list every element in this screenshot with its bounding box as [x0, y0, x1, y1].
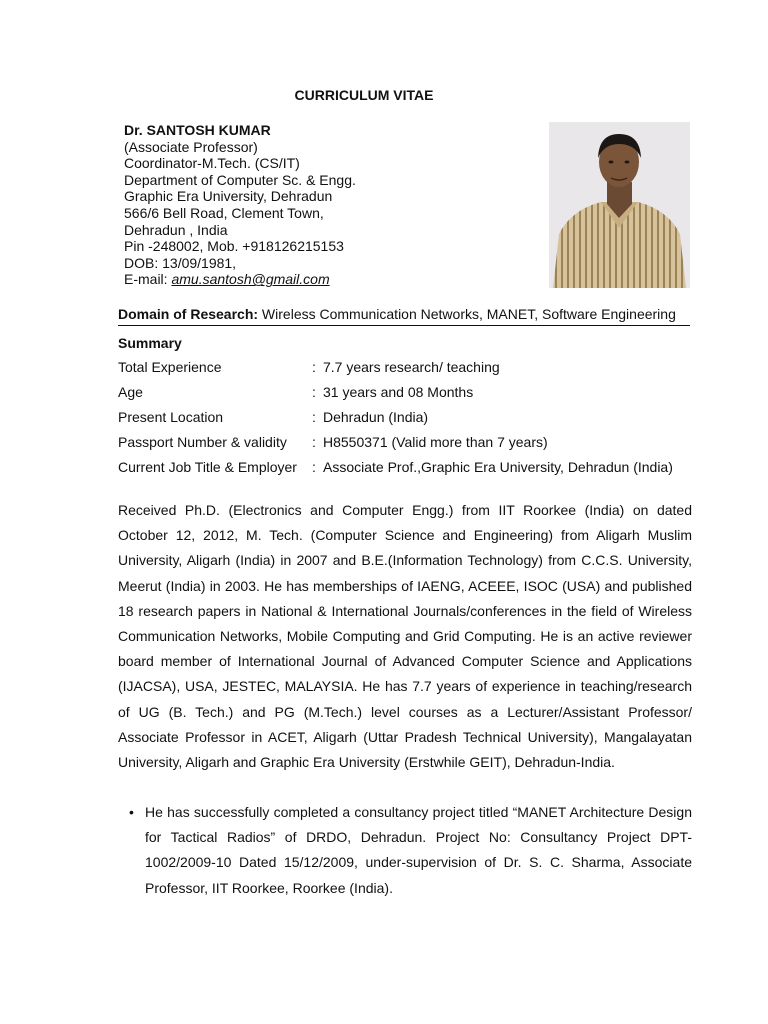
summary-separator: : — [312, 434, 316, 450]
summary-row — [118, 357, 698, 382]
profile-photo-illustration — [549, 122, 690, 288]
summary-table — [118, 357, 698, 482]
list-item — [118, 800, 692, 901]
domain-label: Domain of Research: — [118, 306, 259, 322]
summary-separator: : — [312, 384, 316, 400]
summary-label: Total Experience — [118, 359, 222, 375]
domain-of-research — [118, 306, 690, 326]
summary-value: 31 years and 08 Months — [323, 384, 474, 400]
profile-photo — [549, 122, 690, 288]
email-link[interactable]: amu.santosh@gmail.com — [171, 271, 330, 288]
contact-line-address: 566/6 Bell Road, Clement Town, — [124, 204, 324, 221]
bullet-icon: • — [129, 804, 134, 820]
summary-label: Passport Number & validity — [118, 434, 287, 450]
summary-row — [118, 432, 698, 457]
summary-value: H8550371 (Valid more than 7 years) — [323, 434, 548, 450]
contact-line-city: Dehradun , India — [124, 221, 228, 238]
bio-paragraph: Received Ph.D. (Electronics and Computer Engg.) from IIT Roorkee (India) on dated October 12, 2012, M. Tech. (Computer Science and Engineering) from Aligarh Muslim University, Aligarh (India) in 2007 and B.E.(Information Technology) from C.C.S. University, Meerut (India) in 2003. He has memberships of IAENG, ACEEE, ISOC (USA) and published 18 research papers in National & International Journals/conferences in the field of Wireless Communication Networks, Mobile Computing and Grid Computing. He is an active reviewer board member of International Journal of Advanced Computer Science and Applications (IJACSA), USA, JESTEC, MALAYSIA. He has 7.7 years of experience in teaching/research of UG (B. Tech.) and PG (M.Tech.) level courses as a Lecturer/Assistant Professor/ Associate Professor in ACET, Aligarh (Uttar Pradesh Technical University), Mangalayatan University, Aligarh and Graphic Era University (Erstwhile GEIT), Dehradun-India. — [118, 502, 692, 771]
contact-block — [124, 122, 356, 288]
contact-line-pin-mobile: Pin -248002, Mob. +918126215153 — [124, 238, 344, 255]
summary-value: Associate Prof.,Graphic Era University, Dehradun (India) — [323, 459, 673, 475]
contact-line-dob: DOB: 13/09/1981, — [124, 254, 237, 271]
summary-label: Present Location — [118, 409, 224, 425]
summary-value: 7.7 years research/ teaching — [323, 359, 500, 375]
contact-line-department: Department of Computer Sc. & Engg. — [124, 171, 356, 188]
contact-line-university: Graphic Era University, Dehradun — [124, 188, 333, 205]
summary-separator: : — [312, 359, 316, 375]
summary-separator: : — [312, 459, 316, 475]
achievement-list — [118, 800, 692, 901]
summary-value: Dehradun (India) — [323, 409, 429, 425]
page-title: CURRICULUM VITAE — [294, 87, 434, 103]
summary-separator: : — [312, 409, 316, 425]
summary-label: Age — [118, 384, 143, 400]
summary-row — [118, 407, 698, 432]
contact-line-email — [124, 271, 356, 288]
contact-line-coordinator: Coordinator-M.Tech. (CS/IT) — [124, 155, 300, 172]
person-name: Dr. SANTOSH KUMAR — [124, 122, 271, 138]
list-item-text: He has successfully completed a consultancy project titled “MANET Architecture Design for Tactical Radios” of DRDO, Dehradun. Project No: Consultancy Project DPT-1002/2009-10 Dated 15/12/2009, under-supervision of Dr. S. C. Sharma, Associate Professor, IIT Roorkee, Roorkee (India). — [145, 804, 692, 896]
summary-row — [118, 457, 698, 482]
contact-line-position: (Associate Professor) — [124, 138, 258, 155]
summary-row — [118, 382, 698, 407]
summary-label: Current Job Title & Employer — [118, 459, 297, 475]
summary-heading: Summary — [118, 335, 182, 351]
domain-value: Wireless Communication Networks, MANET, Software Engineering — [258, 306, 676, 322]
email-label: E-mail: — [124, 271, 172, 288]
